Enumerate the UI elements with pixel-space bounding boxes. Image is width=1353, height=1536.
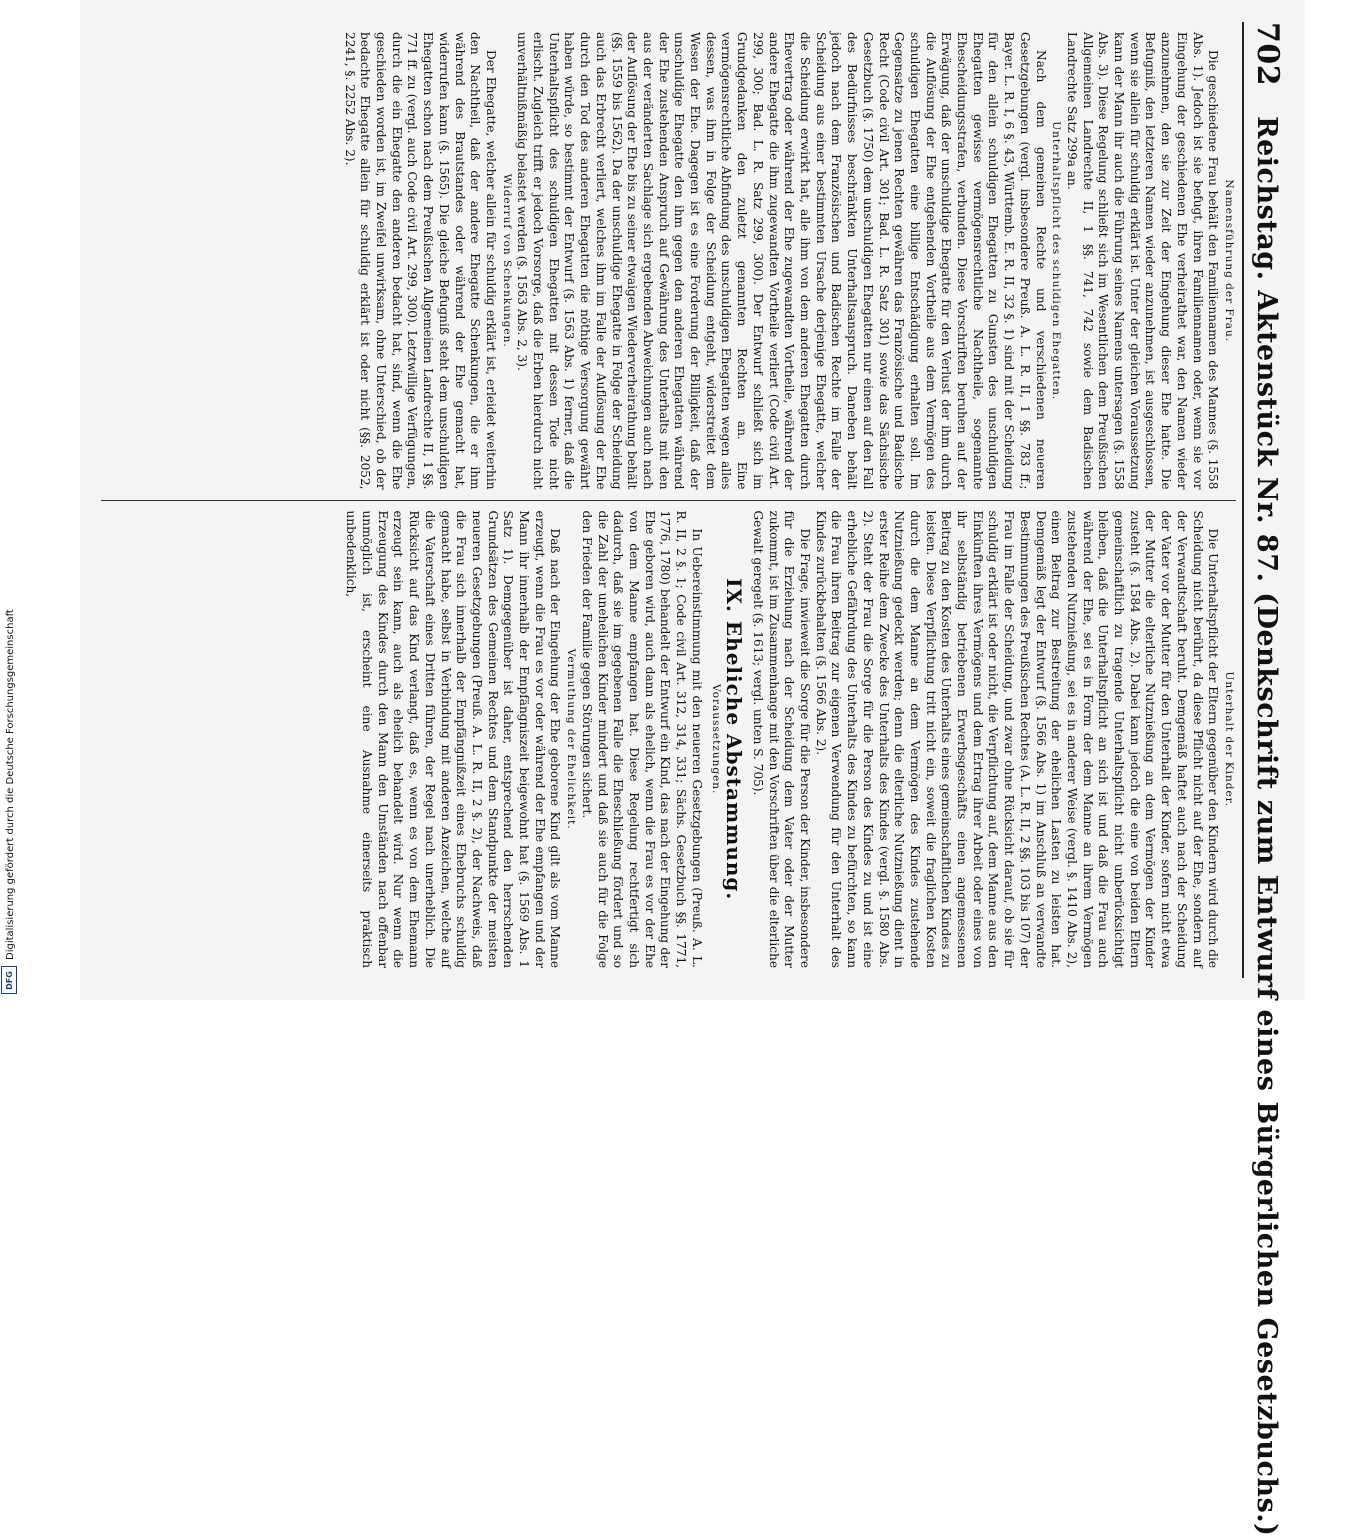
digitization-sidebar bbox=[0, 0, 18, 1000]
section-heading: Vermuthung der Ehelichkeit. bbox=[565, 648, 578, 830]
dfg-logo-text: DFG bbox=[4, 970, 14, 990]
section-heading: Widerruf von Schenkungen. bbox=[500, 173, 513, 348]
page-title: Reichstag. Aktenstück Nr. 87. (Denkschrift zum Entwurf eines Bürgerlichen Gesetzbuchs.) bbox=[1251, 116, 1282, 1536]
page-header bbox=[1242, 22, 1285, 1536]
paragraph: In Uebereinstimmung mit den neueren Gesetzgebungen (Preuß. A. L. R. II, 2 §. 1; Code civil Art. 312, 314, 331; Sächs. Gesetzbuch §§. 1771, 1776, 1780) behandelt der Entwurf ein Kind, das nach der Eingehung der Ehe geboren wird, auch dann als ehelich, wenn die Frau es vor der Ehe von dem Manne empfangen hat. Diese Regelung rechtfertigt sich dadurch, daß sie im gegebenen Falle die Eheschließung fördert und so die Zahl der unehelichen Kinder mindert und daß sie auch für die Folge den Frieden der Familie gegen Störungen sichert. bbox=[579, 510, 704, 968]
funding-notice: Digitalisierung gefördert durch die Deutsche Forschungsgemeinschaft bbox=[5, 609, 16, 960]
paragraph: Der Ehegatte, welcher allein für schuldig erklärt ist, erleidet weiterhin den Nachtheil, daß der andere Ehegatte Schenkungen, die er ihm während des Brautstandes oder während der Ehe gemacht hat, widerrufen kann (§. 1565). Die gleiche Befugniß steht dem unschuldigen Ehegatten schon nach dem Preußischen Allgemeinen Landrechte II, 1 §§. 771 ff. zu (vergl. auch Code civil Art. 299, 300). Letztwillige Verfügungen, durch die ein Ehegatte den anderen bedacht hat, sind, wenn die Ehe geschieden worden ist, im Zweifel unwirksam, ohne Unterschied, ob der bedachte Ehegatte allein für schuldig erklärt ist oder nicht (§§. 2052, 2241, §. 2252 Abs. 2). bbox=[342, 32, 498, 490]
paragraph: Nach dem gemeinen Rechte und verschiedenen neueren Gesetzgebungen (vergl. insbesondere Preuß. A. L. R. II, 1 §§. 783 ff.; Bayer. L. R. I, 6 §. 43, Württemb. E. R. II, 32 §. 1) sind mit der Scheidung für den allein schuldigen Ehegatten zu Gunsten des unschuldigen Ehegatten gewisse vermögensrechtliche Nachtheile, sogenannte Ehescheidungsstrafen, verbunden. Diese Vorschriften beruhen auf der Erwägung, daß der unschuldige Ehegatte für den Verlust der ihm durch die Auflösung der Ehe entgehenden Vortheile aus dem Vermögen des schuldigen Ehegatten eine billige Entschädigung erhalten soll. Im Gegensatze zu jenen Rechten gewähren das Französische und Badische Recht (Code civil Art. 301; Bad. L. R. Satz 301) sowie das Sächsische Gesetzbuch (§. 1750) dem unschuldigen Ehegatten nur einen auf den Fall des Bedürfnisses beschränkten Unterhaltsanspruch. Daneben behält jedoch nach dem Französischen und Badischen Rechte im Falle der Scheidung aus einer bestimmten Ursache derjenige Ehegatte, welcher die Scheidung erwirkt hat, alle ihm von dem anderen Ehegatten durch Ehevertrag oder während der Ehe zugewandten Vortheile, während der andere Ehegatte die ihm zugewandten Vortheile verliert (Code civil Art. 299, 300; Bad. L. R. Satz 299, 300). Der Entwurf schließt sich im Grundgedanken den zuletzt genannten Rechten an. Eine vermögensrechtliche Abfindung des unschuldigen Ehegatten wegen alles dessen, was ihm in Folge der Scheidung entgeht, widerstreitet dem Wesen der Ehe. Dagegen ist es eine Forderung der Billigkeit, daß der unschuldige Ehegatte den ihm gegen den anderen Ehegatten während der Ehe zustehenden Anspruch auf Gewährung des Unterhalts mit den aus der veränderten Sachlage sich ergebenden Abweichungen auch nach der Auflösung der Ehe bis zu seiner etwaigen Wiederverheirathung behält (§§. 1559 bis 1562). Da der unschuldige Ehegatte in Folge der Scheidung auch das Erbrecht verliert, welches ihm im Falle der Auflösung der Ehe durch den Tod des anderen Ehegatten die nöthige Versorgung gewährt haben würde, so bestimmt der Entwurf (§. 1563 Abs. 1) ferner, daß die Unterhaltspflicht des schuldigen Ehegatten mit dessen Tode nicht erlischt. Zugleich trifft er jedoch Vorsorge, daß die Erben hierdurch nicht unverhältnißmäßig belastet werden (§. 1563 Abs. 2, 3). bbox=[515, 32, 1048, 490]
text-columns bbox=[101, 22, 1236, 978]
paragraph: Die geschiedene Frau behält den Familiennamen des Mannes (§. 1558 Abs. 1). Jedoch ist sie befugt, ihren Familiennamen oder, wenn sie vor Eingehung der geschiedenen Ehe verheirathet war, den Namen wieder anzunehmen, den sie zur Zeit der Eingehung dieser Ehe hatte. Die Befugniß, den letzteren Namen wieder anzunehmen, ist ausgeschlossen, wenn sie allein für schuldig erklärt ist. Unter der gleichen Voraussetzung kann der Mann ihr auch die Führung seines Namens untersagen (§. 1558 Abs. 3). Diese Regelung schließt sich im Wesentlichen dem Preußischen Allgemeinen Landrechte II, 1 §§. 741, 742 sowie dem Badischen Landrechte Satz 299a an. bbox=[1064, 32, 1221, 490]
paragraph: Die Unterhaltspflicht der Eltern gegenüber den Kindern wird durch die Scheidung nicht berührt, da diese Pflicht nicht auf der Ehe, sondern auf der Verwandtschaft beruht. Demgemäß haftet auch nach der Scheidung der Vater vor der Mutter für den Unterhalt der Kinder, sofern nicht etwa der Mutter die elterliche Nutznießung an dem Vermögen der Kinder zusteht (§. 1584 Abs. 2). Dabei kann jedoch die eine von beiden Eltern gemeinschaftlich zu tragende Unterhaltspflicht nicht unberücksichtigt bleiben, daß die Unterhaltspflicht an sich ist und daß die Frau auch während der Ehe, sei es in Form der dem Manne an ihrem Vermögen zustehenden Nutznießung, sei es in anderer Weise (vergl. §. 1410 Abs. 2), einen Beitrag zur Bestreitung der ehelichen Lasten zu leisten hat. Demgemäß legt der Entwurf (§. 1566 Abs. 1) im Anschluß an verwandte Bestimmungen des Preußischen Rechtes (A. L. R. II, 2 §§. 103 bis 107) der Frau im Falle der Scheidung, und zwar ohne Rücksicht darauf, ob sie für schuldig erklärt ist oder nicht, die Verpflichtung auf, dem Manne aus den Einkünften ihres Vermögens und dem Ertrag ihrer Arbeit oder eines von ihr selbständig betriebenen Erwerbsgeschäfts einen angemessenen Beitrag zu den Kosten des Unterhalts eines gemeinschaftlichen Kindes zu leisten. Diese Verpflichtung tritt nicht ein, soweit die fraglichen Kosten durch die dem Manne an dem Vermögen des Kindes zustehende Nutznießung gedeckt werden; denn die elterliche Nutznießung dient in erster Reihe dem Zwecke des Unterhalts des Kindes (vergl. §. 1580 Abs. 2). Steht der Frau die Sorge für die Person des Kindes zu und ist eine erhebliche Gefährdung des Unterhalts des Kindes zu befürchten, so kann die Frau ihren Beitrag zur eigenen Verwendung für den Unterhalt des Kindes zurückbehalten (§. 1566 Abs. 2). bbox=[813, 510, 1221, 968]
chapter-subheading: Voraussetzungen. bbox=[710, 684, 723, 795]
section-heading: Unterhalt der Kinder. bbox=[1223, 671, 1235, 807]
page-number: 702 bbox=[1250, 22, 1285, 87]
left-column bbox=[101, 22, 1236, 500]
dfg-logo-icon bbox=[1, 966, 17, 994]
paragraph: Die Frage, inwieweit die Sorge für die Person der Kinder, insbesondere für die Erziehung nach der Scheidung dem Vater oder der Mutter zukommt, ist im Zusammenhange mit den Vorschriften über die elterliche Gewalt geregelt (§. 1613; vergl. unten S. 705). bbox=[750, 510, 813, 968]
chapter-title: IX. Eheliche Abstammung. bbox=[722, 578, 747, 901]
section-heading: Unterhaltspflicht des schuldigen Ehegatten. bbox=[1050, 121, 1063, 401]
paragraph: Daß nach der Eingehung der Ehe geborene Kind gilt als vom Manne erzeugt, wenn die Frau es vor oder während der Ehe empfangen und der Mann ihr innerhalb der Empfängniszeit beigewohnt hat (§. 1569 Abs. 1 Satz 1). Demgegenüber ist daher, entsprechend den herrschenden Grundsätzen des Gemeinen Rechtes und dem Standpunkte der meisten neueren Gesetzgebungen (Preuß. A. L. R. II, 2 §. 2), der Nachweis, daß die Frau sich innerhalb der Empfängnißzeit eines Ehebruchs schuldig gemacht habe, selbst in Verbindung mit anderen Anzeichen, welche auf die Vaterschaft eines Dritten führen, der Regel nach unerheblich. Die Rücksicht auf das Kind verlangt, daß es, wenn es von dem Ehemann erzeugt sein kann, auch als ehelich behandelt wird. Nur wenn die Erzeugung des Kindes durch den Mann den Umständen nach offenbar unmöglich ist, erscheint eine Ausnahme einerseits praktisch unbedenklich, bbox=[344, 510, 563, 968]
section-heading: Namensführung der Frau. bbox=[1223, 179, 1235, 343]
right-column bbox=[101, 500, 1236, 979]
page-content bbox=[80, 0, 1305, 1536]
scanned-page bbox=[80, 0, 1305, 1536]
